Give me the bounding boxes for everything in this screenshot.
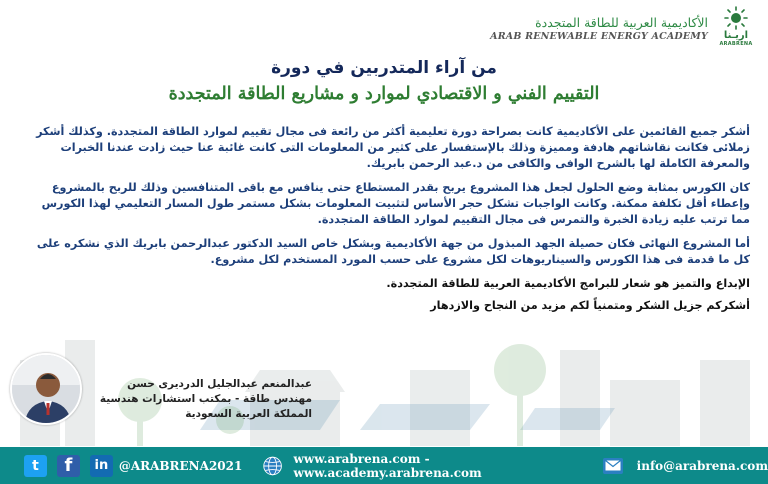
academy-logo xyxy=(490,6,756,50)
academy-motto: الإبداع والتميز هو شعار للبرامج الأكاديمية العربية للطاقة المتجددة. xyxy=(386,277,750,290)
course-title: التقييم الفني و الاقتصادي لموارد و مشاريع الطاقة المتجددة xyxy=(168,84,600,104)
trainee-name: عبدالمنعم عبدالجليل الدرديرى حسن xyxy=(127,378,312,390)
linkedin-icon[interactable]: in xyxy=(90,455,113,477)
email-address[interactable]: info@arabrena.com xyxy=(636,458,768,473)
testimonial-body xyxy=(26,124,750,314)
logo-mark-arabic: اريـنا xyxy=(723,30,749,41)
footer-bar xyxy=(0,447,768,484)
social-handle[interactable]: @ARABRENA2021 xyxy=(118,458,243,473)
logo-name-english: ARAB RENEWABLE ENERGY ACADEMY xyxy=(490,30,708,42)
trainee-info xyxy=(92,377,312,422)
logo-text xyxy=(490,15,708,42)
background-illustration xyxy=(0,300,768,446)
thanks-line: أشكركم جزيل الشكر ومتمنياً لكم مزيد من النجاح والازدهار xyxy=(430,299,750,312)
logo-mark xyxy=(716,6,756,50)
testimonial-paragraph-1: أشكر جميع القائمين على الأكاديمية كانت بصراحة دورة تعليمية أكثر من رائعة فى مجال تقييم لموارد الطاقة المتجددة. وكذلك أشكر زملائى فكانت نقاشاتهم هادفة ومميزة وذلك بالإستفسار على كثير من المعلومات التى كانت غائبة عنا حيث زادت عندنا الخبرات والمعرفة الكاملة لها بالشرح الوافى والكافى من د.عبد الرحمن بابريك. xyxy=(36,125,750,170)
trainee-role: مهندس طاقة - بمكتب استشارات هندسية xyxy=(99,393,312,405)
email-icon xyxy=(603,458,622,474)
logo-name-arabic: الأكاديمية العربية للطاقة المتجددة xyxy=(535,14,708,30)
twitter-icon[interactable]: t xyxy=(24,455,47,477)
trainee-avatar xyxy=(10,353,82,425)
testimonial-paragraph-2: كان الكورس بمثابة وضع الحلول لجعل هذا المشروع يربح بقدر المستطاع حتى ينافس مع باقى المتنافسين وذلك للربح بالمشروع وإعطاء أقل تكلفة ممكنة. وكانت الواجبات تشكل حجر الأساس لتثبيت المعلومات بشكل مستمر طول المسار التعليمي لهذا الكورس مما ترتب عليه زيادة الخبرة والتمرس فى مجال التقييم لموارد الطاقة المتجددة. xyxy=(41,181,750,226)
facebook-icon[interactable]: f xyxy=(57,455,80,477)
solar-sun-logo-icon xyxy=(723,6,749,30)
page-title: من آراء المتدربين في دورة xyxy=(271,58,497,78)
trainee-country: المملكة العربية السعودية xyxy=(185,408,312,420)
logo-mark-english: ARABRENA xyxy=(719,41,753,47)
globe-icon xyxy=(262,454,283,478)
testimonial-paragraph-3: أما المشروع النهائى فكان حصيلة الجهد المبذول من جهة الأكاديمية وبشكل خاص السيد الدكتور عبدالرحمن بابريك الذي نشكره على كل ما قدمة فى هذا الكورس والسيناريوهات لكل مشروع على حسب المورد المستخدم لكل مشروع. xyxy=(36,237,750,266)
website-links[interactable]: www.arabrena.com - www.academy.arabrena.com xyxy=(293,451,482,480)
